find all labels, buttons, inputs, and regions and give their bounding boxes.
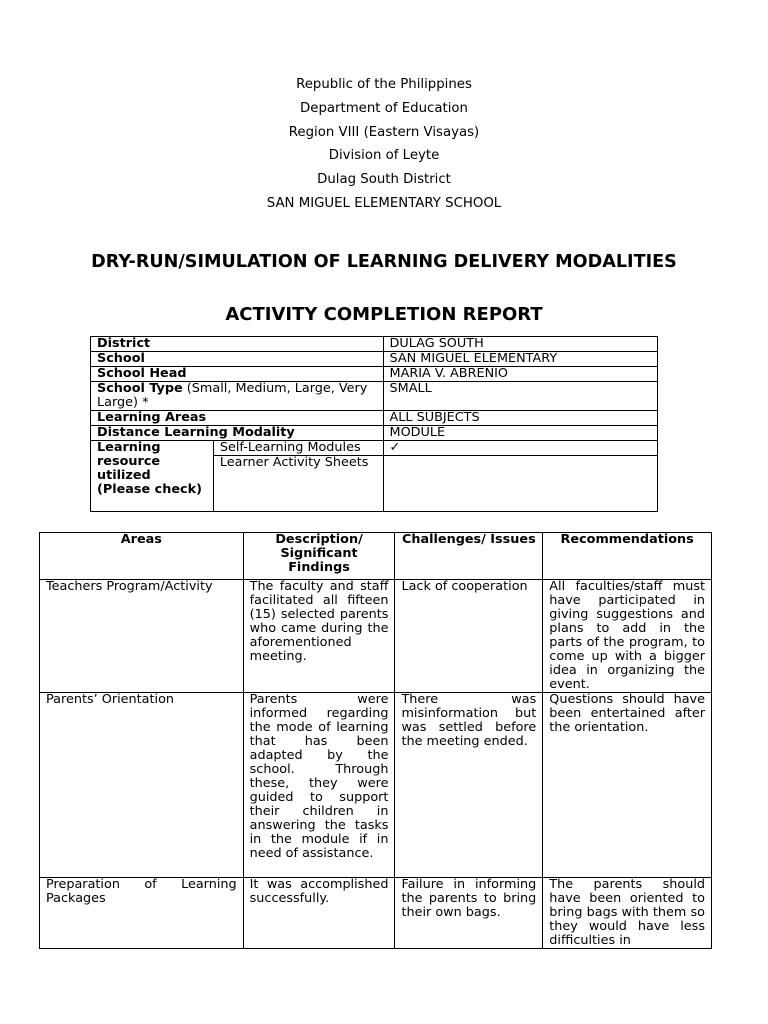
header-line-country: Republic of the Philippines xyxy=(296,77,472,92)
challenges-cell: There was misinformation but was settled before the meeting ended. xyxy=(395,693,543,878)
learning-resource-label: Learning resource utilized (Please check) xyxy=(91,441,214,512)
header-line-department: Department of Education xyxy=(300,100,468,116)
description-cell: Parents were informed regarding the mode of learning that has been adapted by the school. Through these, they were guided to support their children in answering the tasks in the module if in need of assistance. xyxy=(243,693,395,878)
school-type-cell xyxy=(91,382,384,411)
area-cell: Teachers Program/Activity xyxy=(40,580,244,693)
recommendations-cell: Questions should have been entertained after the orientation. xyxy=(543,693,712,878)
document-title: DRY-RUN/SIMULATION OF LEARNING DELIVERY MODALITIES xyxy=(91,252,677,272)
col-header-challenges: Challenges/ Issues xyxy=(395,533,543,580)
description-cell: The faculty and staff facilitated all fifteen (15) selected parents who came during the aforementioned meeting. xyxy=(243,580,395,693)
col-header-areas: Areas xyxy=(40,533,244,580)
school-type-label: School Type xyxy=(97,381,183,396)
school-head-label: School Head xyxy=(91,367,384,382)
letterhead xyxy=(0,77,768,220)
district-value: DULAG SOUTH xyxy=(383,337,657,352)
table-row xyxy=(40,878,712,949)
challenges-cell: Lack of cooperation xyxy=(395,580,543,693)
header-line-region: Region VIII (Eastern Visayas) xyxy=(288,124,480,140)
areas-table xyxy=(39,532,712,949)
school-value: SAN MIGUEL ELEMENTARY xyxy=(383,352,657,367)
info-row-areas xyxy=(91,411,658,426)
info-row-head xyxy=(91,367,658,382)
col-header-recommendations: Recommendations xyxy=(543,533,712,580)
resource-name-2: Learner Activity Sheets xyxy=(213,456,383,512)
school-type-note: (Small, Medium, Large, Very Large) * xyxy=(97,381,368,410)
learning-areas-label: Learning Areas xyxy=(91,411,384,426)
info-row-resource-1 xyxy=(91,441,658,456)
school-head-value: MARIA V. ABRENIO xyxy=(383,367,657,382)
table-row xyxy=(40,580,712,693)
recommendations-cell: The parents should have been oriented to bring bags with them so they would have less difficulties in xyxy=(543,878,712,949)
info-row-modality xyxy=(91,426,658,441)
table-row xyxy=(40,693,712,878)
challenges-cell: Failure in informing the parents to bring their own bags. xyxy=(395,878,543,949)
info-row-district xyxy=(91,337,658,352)
info-row-school xyxy=(91,352,658,367)
resource-check-1: ✓ xyxy=(383,441,657,456)
modality-label: Distance Learning Modality xyxy=(91,426,384,441)
header-line-school: SAN MIGUEL ELEMENTARY SCHOOL xyxy=(266,195,502,211)
school-type-value: SMALL xyxy=(383,382,657,411)
col-header-description: Description/ Significant Findings xyxy=(243,533,395,580)
areas-header-row xyxy=(40,533,712,580)
modality-value: MODULE xyxy=(383,426,657,441)
school-label: School xyxy=(91,352,384,367)
description-cell: It was accomplished successfully. xyxy=(243,878,395,949)
document-subtitle: ACTIVITY COMPLETION REPORT xyxy=(225,304,543,325)
district-label: District xyxy=(91,337,384,352)
resource-check-2 xyxy=(383,456,657,512)
resource-name-1: Self-Learning Modules xyxy=(213,441,383,456)
school-info-table xyxy=(90,336,658,512)
area-cell: Preparation of Learning Packages xyxy=(40,878,244,949)
area-cell: Parents’ Orientation xyxy=(40,693,244,878)
info-row-type xyxy=(91,382,658,411)
learning-areas-value: ALL SUBJECTS xyxy=(383,411,657,426)
header-line-district: Dulag South District xyxy=(317,172,451,188)
recommendations-cell: All faculties/staff must have participated in giving suggestions and plans to add in the parts of the program, to come up with a bigger idea in organizing the event. xyxy=(543,580,712,693)
header-line-division: Division of Leyte xyxy=(328,148,440,164)
